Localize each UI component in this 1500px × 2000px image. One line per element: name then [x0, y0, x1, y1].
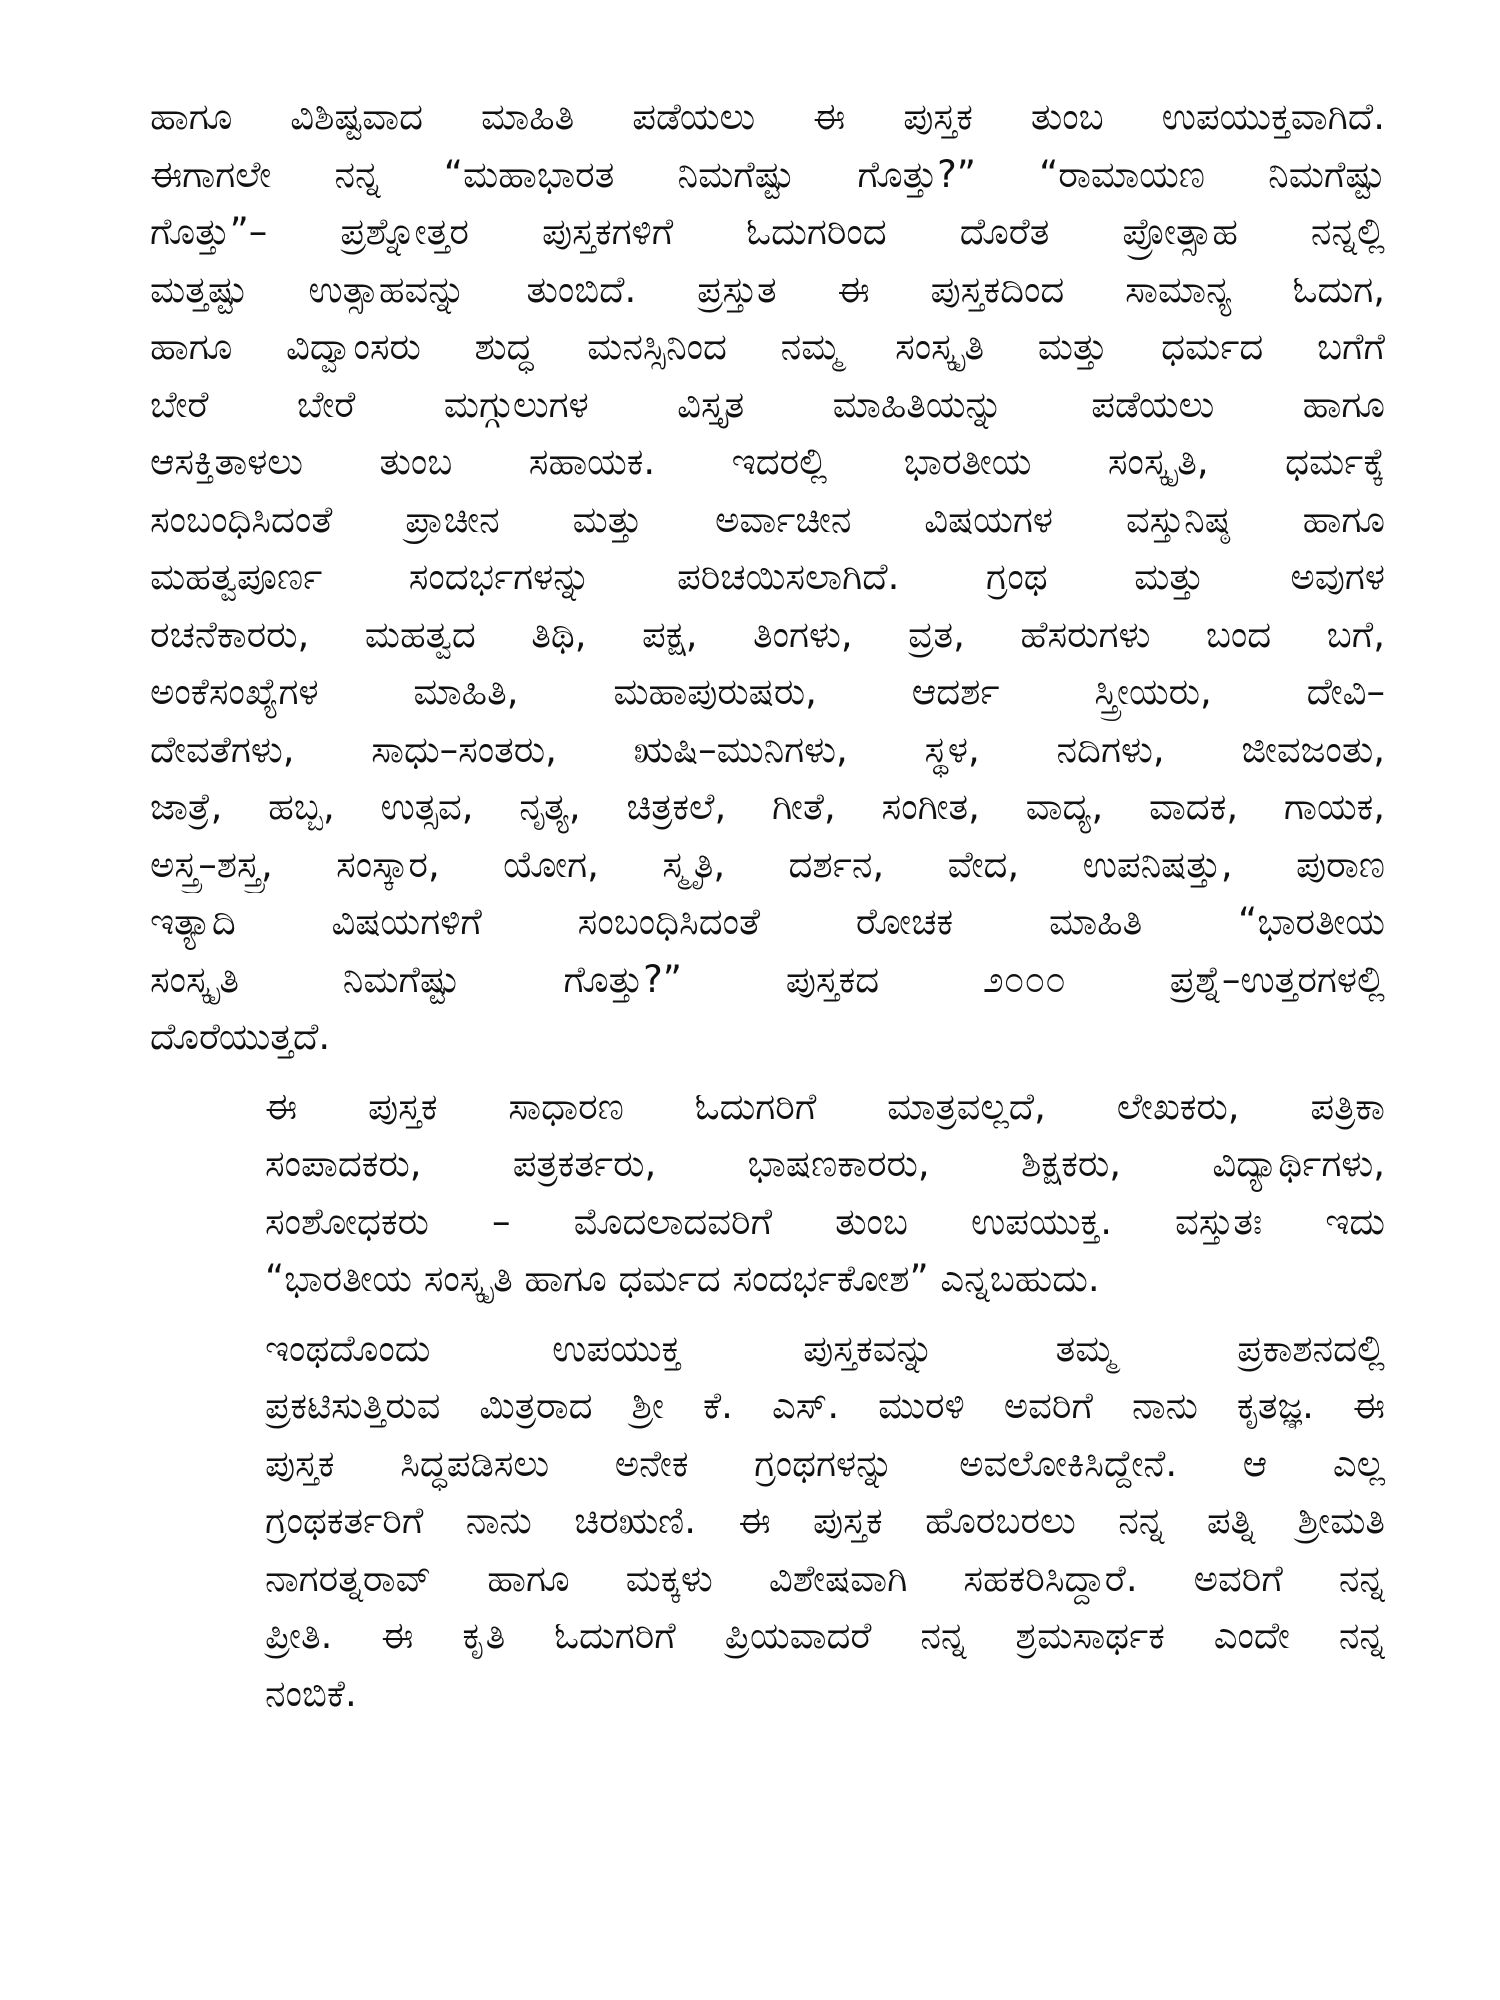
text-line: ಈಗಾಗಲೇ ನನ್ನ “ಮಹಾಭಾರತ ನಿಮಗೆಷ್ಟು ಗೊತ್ತು?” “ರಾಮಾಯಣ ನಿಮಗೆಷ್ಟು	[150, 152, 1385, 196]
text-line: ಇಂಥದೊಂದು ಉಪಯುಕ್ತ ಪುಸ್ತಕವನ್ನು ತಮ್ಮ ಪ್ರಕಾಶನದಲ್ಲಿ	[265, 1326, 1385, 1370]
text-line: ಸಂಸ್ಕೃತಿ ನಿಮಗೆಷ್ಟು ಗೊತ್ತು?” ಪುಸ್ತಕದ ೨೦೦೦ ಪ್ರಶ್ನೆ–ಉತ್ತರಗಳಲ್ಲಿ	[150, 957, 1385, 1001]
text-line: ಮತ್ತಷ್ಟು ಉತ್ಸಾಹವನ್ನು ತುಂಬಿದೆ. ಪ್ರಸ್ತುತ ಈ ಪುಸ್ತಕದಿಂದ ಸಾಮಾನ್ಯ ಓದುಗ,	[150, 267, 1385, 311]
text-line: ಬೇರೆ ಬೇರೆ ಮಗ್ಗುಲುಗಳ ವಿಸ್ತೃತ ಮಾಹಿತಿಯನ್ನು ಪಡೆಯಲು ಹಾಗೂ	[150, 382, 1385, 426]
text-line: ಆಸಕ್ತಿತಾಳಲು ತುಂಬ ಸಹಾಯಕ. ಇದರಲ್ಲಿ ಭಾರತೀಯ ಸಂಸ್ಕೃತಿ, ಧರ್ಮಕ್ಕೆ	[150, 440, 1385, 483]
paragraph	[150, 1078, 1385, 1308]
text-line: ಗ್ರಂಥಕರ್ತರಿಗೆ ನಾನು ಚಿರಋಣಿ. ಈ ಪುಸ್ತಕ ಹೊರಬರಲು ನನ್ನ ಪತ್ನಿ ಶ್ರೀಮತಿ	[265, 1499, 1385, 1542]
text-line: ಹಾಗೂ ವಿದ್ವಾಂಸರು ಶುದ್ಧ ಮನಸ್ಸಿನಿಂದ ನಮ್ಮ ಸಂಸ್ಕೃತಿ ಮತ್ತು ಧರ್ಮದ ಬಗೆಗೆ	[150, 325, 1385, 368]
text-line: ದೊರೆಯುತ್ತದೆ.	[150, 1015, 331, 1058]
text-line: ಅಸ್ತ್ರ–ಶಸ್ತ್ರ, ಸಂಸ್ಕಾರ, ಯೋಗ, ಸ್ಮೃತಿ, ದರ್ಶನ, ವೇದ, ಉಪನಿಷತ್ತು, ಪುರಾಣ	[150, 842, 1385, 886]
text-line: ಇತ್ಯಾದಿ ವಿಷಯಗಳಿಗೆ ಸಂಬಂಧಿಸಿದಂತೆ ರೋಚಕ ಮಾಹಿತಿ “ಭಾರತೀಯ	[150, 900, 1385, 943]
text-line: ಪುಸ್ತಕ ಸಿದ್ಧಪಡಿಸಲು ಅನೇಕ ಗ್ರಂಥಗಳನ್ನು ಅವಲೋಕಿಸಿದ್ದೇನೆ. ಆ ಎಲ್ಲ	[265, 1441, 1385, 1485]
paragraph	[150, 1320, 1385, 1723]
text-line: ನಾಗರತ್ನರಾವ್ ಹಾಗೂ ಮಕ್ಕಳು ವಿಶೇಷವಾಗಿ ಸಹಕರಿಸಿದ್ದಾರೆ. ಅವರಿಗೆ ನನ್ನ	[265, 1556, 1385, 1600]
text-line: ಮಹತ್ವಪೂರ್ಣ ಸಂದರ್ಭಗಳನ್ನು ಪರಿಚಯಿಸಲಾಗಿದೆ. ಗ್ರಂಥ ಮತ್ತು ಅವುಗಳ	[150, 555, 1385, 598]
text-line: ಪ್ರಕಟಿಸುತ್ತಿರುವ ಮಿತ್ರರಾದ ಶ್ರೀ ಕೆ. ಎಸ್. ಮುರಳಿ ಅವರಿಗೆ ನಾನು ಕೃತಜ್ಞ. ಈ	[265, 1384, 1385, 1427]
text-line: ಈ ಪುಸ್ತಕ ಸಾಧಾರಣ ಓದುಗರಿಗೆ ಮಾತ್ರವಲ್ಲದೆ, ಲೇಖಕರು, ಪತ್ರಿಕಾ	[265, 1084, 1385, 1128]
text-line: ರಚನೆಕಾರರು, ಮಹತ್ವದ ತಿಥಿ, ಪಕ್ಷ, ತಿಂಗಳು, ವ್ರತ, ಹೆಸರುಗಳು ಬಂದ ಬಗೆ,	[150, 612, 1385, 656]
text-line: ಪ್ರೀತಿ. ಈ ಕೃತಿ ಓದುಗರಿಗೆ ಪ್ರಿಯವಾದರೆ ನನ್ನ ಶ್ರಮಸಾರ್ಥಕ ಎಂದೇ ನನ್ನ	[265, 1614, 1385, 1657]
text-line: “ಭಾರತೀಯ ಸಂಸ್ಕೃತಿ ಹಾಗೂ ಧರ್ಮದ ಸಂದರ್ಭಕೋಶ” ಎನ್ನಬಹುದು.	[265, 1257, 1100, 1300]
text-line: ಅಂಕೆಸಂಖ್ಯೆಗಳ ಮಾಹಿತಿ, ಮಹಾಪುರುಷರು, ಆದರ್ಶ ಸ್ತ್ರೀಯರು, ದೇವಿ–	[150, 670, 1385, 713]
text-line: ಗೊತ್ತು”– ಪ್ರಶ್ನೋತ್ತರ ಪುಸ್ತಕಗಳಿಗೆ ಓದುಗರಿಂದ ದೊರೆತ ಪ್ರೋತ್ಸಾಹ ನನ್ನಲ್ಲಿ	[150, 210, 1385, 253]
text-line: ಜಾತ್ರೆ, ಹಬ್ಬ, ಉತ್ಸವ, ನೃತ್ಯ, ಚಿತ್ರಕಲೆ, ಗೀತೆ, ಸಂಗೀತ, ವಾದ್ಯ, ವಾದಕ, ಗಾಯಕ,	[150, 785, 1385, 828]
text-line: ಸಂಬಂಧಿಸಿದಂತೆ ಪ್ರಾಚೀನ ಮತ್ತು ಅರ್ವಾಚೀನ ವಿಷಯಗಳ ವಸ್ತುನಿಷ್ಠ ಹಾಗೂ	[150, 497, 1385, 541]
text-line: ಸಂಪಾದಕರು, ಪತ್ರಕರ್ತರು, ಭಾಷಣಕಾರರು, ಶಿಕ್ಷಕರು, ವಿದ್ಯಾರ್ಥಿಗಳು,	[265, 1142, 1385, 1185]
text-line: ಸಂಶೋಧಕರು – ಮೊದಲಾದವರಿಗೆ ತುಂಬ ಉಪಯುಕ್ತ. ವಸ್ತುತಃ ಇದು	[265, 1199, 1385, 1243]
text-line: ದೇವತೆಗಳು, ಸಾಧು–ಸಂತರು, ಋಷಿ–ಮುನಿಗಳು, ಸ್ಥಳ, ನದಿಗಳು, ಜೀವಜಂತು,	[150, 727, 1385, 771]
text-line: ನಂಬಿಕೆ.	[265, 1671, 357, 1715]
paragraph	[150, 88, 1385, 1066]
body-text	[150, 88, 1385, 1722]
text-line: ಹಾಗೂ ವಿಶಿಷ್ಟವಾದ ಮಾಹಿತಿ ಪಡೆಯಲು ಈ ಪುಸ್ತಕ ತುಂಬ ಉಪಯುಕ್ತವಾಗಿದೆ.	[150, 95, 1385, 138]
